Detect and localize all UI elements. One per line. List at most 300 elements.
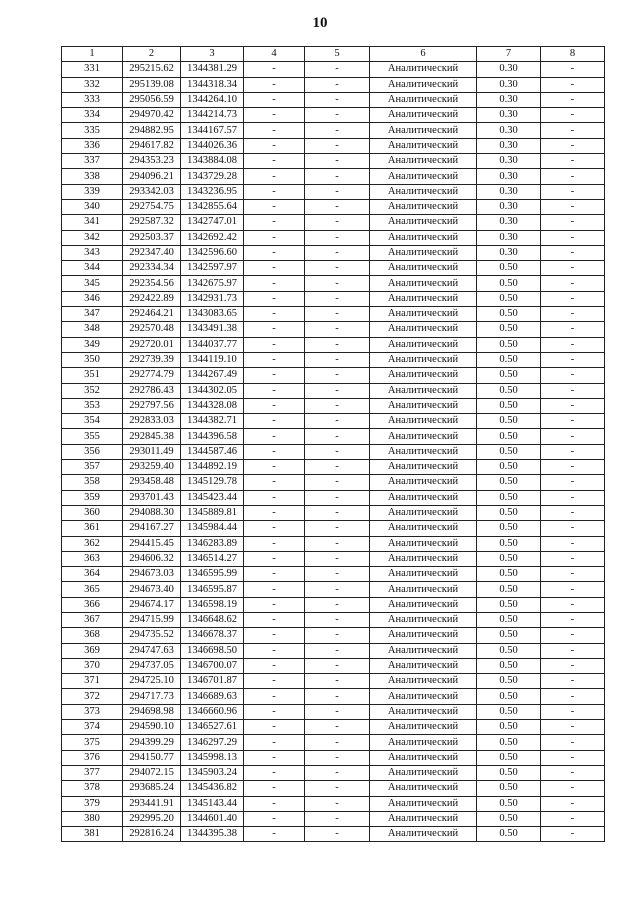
- y-coordinate: 1344267.49: [181, 368, 244, 383]
- col-8-value: -: [541, 184, 605, 199]
- col-4-value: -: [244, 261, 305, 276]
- col-8-value: -: [541, 169, 605, 184]
- table-row: [62, 383, 605, 398]
- col-5-value: -: [305, 154, 370, 169]
- x-coordinate: 292422.89: [123, 291, 181, 306]
- y-coordinate: 1346678.37: [181, 628, 244, 643]
- col-4-value: -: [244, 490, 305, 505]
- column-header: 1: [62, 47, 123, 62]
- point-number: 360: [62, 505, 123, 520]
- accuracy-value: 0.50: [477, 628, 541, 643]
- table-row: [62, 475, 605, 490]
- col-4-value: -: [244, 184, 305, 199]
- point-number: 350: [62, 352, 123, 367]
- x-coordinate: 294088.30: [123, 505, 181, 520]
- col-4-value: -: [244, 398, 305, 413]
- accuracy-value: 0.50: [477, 322, 541, 337]
- method-value: Аналитический: [370, 383, 477, 398]
- accuracy-value: 0.50: [477, 612, 541, 627]
- col-5-value: -: [305, 444, 370, 459]
- col-4-value: -: [244, 230, 305, 245]
- point-number: 362: [62, 536, 123, 551]
- col-5-value: -: [305, 123, 370, 138]
- page-number: 10: [312, 15, 328, 31]
- point-number: 369: [62, 643, 123, 658]
- x-coordinate: 294167.27: [123, 521, 181, 536]
- y-coordinate: 1344264.10: [181, 92, 244, 107]
- col-4-value: -: [244, 551, 305, 566]
- accuracy-value: 0.50: [477, 796, 541, 811]
- y-coordinate: 1342596.60: [181, 245, 244, 260]
- y-coordinate: 1342931.73: [181, 291, 244, 306]
- col-4-value: -: [244, 322, 305, 337]
- col-8-value: -: [541, 735, 605, 750]
- y-coordinate: 1344318.34: [181, 77, 244, 92]
- method-value: Аналитический: [370, 490, 477, 505]
- col-5-value: -: [305, 368, 370, 383]
- col-4-value: -: [244, 811, 305, 826]
- col-5-value: -: [305, 460, 370, 475]
- point-number: 344: [62, 261, 123, 276]
- method-value: Аналитический: [370, 505, 477, 520]
- y-coordinate: 1344026.36: [181, 138, 244, 153]
- method-value: Аналитический: [370, 674, 477, 689]
- col-5-value: -: [305, 169, 370, 184]
- col-5-value: -: [305, 521, 370, 536]
- x-coordinate: 294072.15: [123, 765, 181, 780]
- table-row: [62, 536, 605, 551]
- x-coordinate: 292816.24: [123, 827, 181, 842]
- y-coordinate: 1346701.87: [181, 674, 244, 689]
- col-4-value: -: [244, 291, 305, 306]
- column-header: 4: [244, 47, 305, 62]
- col-8-value: -: [541, 796, 605, 811]
- x-coordinate: 294715.99: [123, 612, 181, 627]
- col-4-value: -: [244, 475, 305, 490]
- table-row: [62, 429, 605, 444]
- point-number: 381: [62, 827, 123, 842]
- x-coordinate: 294617.82: [123, 138, 181, 153]
- col-4-value: -: [244, 414, 305, 429]
- col-8-value: -: [541, 628, 605, 643]
- method-value: Аналитический: [370, 628, 477, 643]
- table-row: [62, 735, 605, 750]
- col-5-value: -: [305, 567, 370, 582]
- col-5-value: -: [305, 429, 370, 444]
- col-4-value: -: [244, 781, 305, 796]
- x-coordinate: 295139.08: [123, 77, 181, 92]
- x-coordinate: 293259.40: [123, 460, 181, 475]
- table-row: [62, 307, 605, 322]
- col-8-value: -: [541, 398, 605, 413]
- method-value: Аналитический: [370, 582, 477, 597]
- col-4-value: -: [244, 169, 305, 184]
- y-coordinate: 1346660.96: [181, 704, 244, 719]
- point-number: 355: [62, 429, 123, 444]
- point-number: 348: [62, 322, 123, 337]
- x-coordinate: 294717.73: [123, 689, 181, 704]
- point-number: 338: [62, 169, 123, 184]
- col-8-value: -: [541, 414, 605, 429]
- x-coordinate: 294735.52: [123, 628, 181, 643]
- y-coordinate: 1342855.64: [181, 199, 244, 214]
- column-header: 7: [477, 47, 541, 62]
- x-coordinate: 292995.20: [123, 811, 181, 826]
- accuracy-value: 0.50: [477, 781, 541, 796]
- x-coordinate: 294970.42: [123, 108, 181, 123]
- y-coordinate: 1345143.44: [181, 796, 244, 811]
- x-coordinate: 294353.23: [123, 154, 181, 169]
- accuracy-value: 0.50: [477, 414, 541, 429]
- col-8-value: -: [541, 108, 605, 123]
- method-value: Аналитический: [370, 444, 477, 459]
- table-header-row: [62, 47, 605, 62]
- table-row: [62, 597, 605, 612]
- col-4-value: -: [244, 796, 305, 811]
- table-row: [62, 184, 605, 199]
- method-value: Аналитический: [370, 307, 477, 322]
- col-8-value: -: [541, 261, 605, 276]
- accuracy-value: 0.50: [477, 643, 541, 658]
- point-number: 336: [62, 138, 123, 153]
- col-8-value: -: [541, 77, 605, 92]
- point-number: 374: [62, 720, 123, 735]
- method-value: Аналитический: [370, 398, 477, 413]
- point-number: 375: [62, 735, 123, 750]
- col-8-value: -: [541, 460, 605, 475]
- y-coordinate: 1343884.08: [181, 154, 244, 169]
- x-coordinate: 294590.10: [123, 720, 181, 735]
- accuracy-value: 0.50: [477, 490, 541, 505]
- method-value: Аналитический: [370, 352, 477, 367]
- col-8-value: -: [541, 429, 605, 444]
- col-4-value: -: [244, 827, 305, 842]
- col-8-value: -: [541, 827, 605, 842]
- col-8-value: -: [541, 704, 605, 719]
- col-5-value: -: [305, 720, 370, 735]
- col-8-value: -: [541, 505, 605, 520]
- method-value: Аналитический: [370, 108, 477, 123]
- col-5-value: -: [305, 597, 370, 612]
- col-8-value: -: [541, 475, 605, 490]
- col-8-value: -: [541, 307, 605, 322]
- y-coordinate: 1344381.29: [181, 62, 244, 77]
- col-4-value: -: [244, 750, 305, 765]
- col-8-value: -: [541, 643, 605, 658]
- y-coordinate: 1346297.29: [181, 735, 244, 750]
- method-value: Аналитический: [370, 138, 477, 153]
- x-coordinate: 293011.49: [123, 444, 181, 459]
- y-coordinate: 1345436.82: [181, 781, 244, 796]
- y-coordinate: 1342675.97: [181, 276, 244, 291]
- point-number: 332: [62, 77, 123, 92]
- table-row: [62, 827, 605, 842]
- x-coordinate: 292833.03: [123, 414, 181, 429]
- y-coordinate: 1342597.97: [181, 261, 244, 276]
- y-coordinate: 1344892.19: [181, 460, 244, 475]
- accuracy-value: 0.50: [477, 352, 541, 367]
- table-row: [62, 796, 605, 811]
- x-coordinate: 292347.40: [123, 245, 181, 260]
- accuracy-value: 0.50: [477, 475, 541, 490]
- col-5-value: -: [305, 765, 370, 780]
- x-coordinate: 294737.05: [123, 658, 181, 673]
- col-4-value: -: [244, 368, 305, 383]
- y-coordinate: 1344395.38: [181, 827, 244, 842]
- col-8-value: -: [541, 811, 605, 826]
- col-8-value: -: [541, 765, 605, 780]
- col-8-value: -: [541, 352, 605, 367]
- col-4-value: -: [244, 444, 305, 459]
- table-row: [62, 811, 605, 826]
- col-5-value: -: [305, 490, 370, 505]
- accuracy-value: 0.30: [477, 77, 541, 92]
- col-5-value: -: [305, 77, 370, 92]
- col-8-value: -: [541, 597, 605, 612]
- accuracy-value: 0.50: [477, 337, 541, 352]
- col-5-value: -: [305, 276, 370, 291]
- point-number: 342: [62, 230, 123, 245]
- accuracy-value: 0.50: [477, 811, 541, 826]
- col-5-value: -: [305, 337, 370, 352]
- accuracy-value: 0.30: [477, 138, 541, 153]
- x-coordinate: 294399.29: [123, 735, 181, 750]
- col-4-value: -: [244, 215, 305, 230]
- method-value: Аналитический: [370, 215, 477, 230]
- table-row: [62, 674, 605, 689]
- point-number: 335: [62, 123, 123, 138]
- y-coordinate: 1344601.40: [181, 811, 244, 826]
- col-8-value: -: [541, 582, 605, 597]
- y-coordinate: 1345903.24: [181, 765, 244, 780]
- col-8-value: -: [541, 154, 605, 169]
- table-row: [62, 643, 605, 658]
- col-4-value: -: [244, 245, 305, 260]
- method-value: Аналитический: [370, 689, 477, 704]
- col-5-value: -: [305, 551, 370, 566]
- x-coordinate: 294674.17: [123, 597, 181, 612]
- method-value: Аналитический: [370, 368, 477, 383]
- point-number: 358: [62, 475, 123, 490]
- accuracy-value: 0.50: [477, 750, 541, 765]
- col-8-value: -: [541, 383, 605, 398]
- accuracy-value: 0.50: [477, 521, 541, 536]
- col-5-value: -: [305, 138, 370, 153]
- y-coordinate: 1346698.50: [181, 643, 244, 658]
- accuracy-value: 0.50: [477, 291, 541, 306]
- col-4-value: -: [244, 62, 305, 77]
- point-number: 370: [62, 658, 123, 673]
- point-number: 373: [62, 704, 123, 719]
- method-value: Аналитический: [370, 643, 477, 658]
- col-5-value: -: [305, 414, 370, 429]
- y-coordinate: 1345129.78: [181, 475, 244, 490]
- point-number: 371: [62, 674, 123, 689]
- x-coordinate: 294606.32: [123, 551, 181, 566]
- method-value: Аналитический: [370, 658, 477, 673]
- table-row: [62, 215, 605, 230]
- column-header: 6: [370, 47, 477, 62]
- point-number: 343: [62, 245, 123, 260]
- point-number: 372: [62, 689, 123, 704]
- point-number: 354: [62, 414, 123, 429]
- col-8-value: -: [541, 215, 605, 230]
- coordinates-table: [61, 46, 605, 842]
- table-row: [62, 261, 605, 276]
- y-coordinate: 1345998.13: [181, 750, 244, 765]
- accuracy-value: 0.50: [477, 720, 541, 735]
- table-row: [62, 582, 605, 597]
- table-row: [62, 92, 605, 107]
- col-8-value: -: [541, 444, 605, 459]
- x-coordinate: 294673.03: [123, 567, 181, 582]
- table-row: [62, 612, 605, 627]
- method-value: Аналитический: [370, 123, 477, 138]
- x-coordinate: 294150.77: [123, 750, 181, 765]
- column-header: 5: [305, 47, 370, 62]
- x-coordinate: 293441.91: [123, 796, 181, 811]
- accuracy-value: 0.50: [477, 674, 541, 689]
- y-coordinate: 1345423.44: [181, 490, 244, 505]
- accuracy-value: 0.50: [477, 398, 541, 413]
- col-4-value: -: [244, 337, 305, 352]
- x-coordinate: 294096.21: [123, 169, 181, 184]
- accuracy-value: 0.50: [477, 261, 541, 276]
- point-number: 357: [62, 460, 123, 475]
- col-4-value: -: [244, 735, 305, 750]
- col-5-value: -: [305, 62, 370, 77]
- table-row: [62, 108, 605, 123]
- col-4-value: -: [244, 138, 305, 153]
- accuracy-value: 0.50: [477, 551, 541, 566]
- col-4-value: -: [244, 108, 305, 123]
- x-coordinate: 292774.79: [123, 368, 181, 383]
- table-row: [62, 658, 605, 673]
- point-number: 363: [62, 551, 123, 566]
- method-value: Аналитический: [370, 704, 477, 719]
- col-5-value: -: [305, 230, 370, 245]
- method-value: Аналитический: [370, 551, 477, 566]
- table-row: [62, 765, 605, 780]
- accuracy-value: 0.30: [477, 154, 541, 169]
- point-number: 333: [62, 92, 123, 107]
- col-4-value: -: [244, 704, 305, 719]
- col-8-value: -: [541, 276, 605, 291]
- col-4-value: -: [244, 643, 305, 658]
- col-8-value: -: [541, 62, 605, 77]
- col-4-value: -: [244, 536, 305, 551]
- col-4-value: -: [244, 612, 305, 627]
- col-8-value: -: [541, 658, 605, 673]
- col-4-value: -: [244, 123, 305, 138]
- x-coordinate: 293342.03: [123, 184, 181, 199]
- point-number: 356: [62, 444, 123, 459]
- col-8-value: -: [541, 245, 605, 260]
- y-coordinate: 1343729.28: [181, 169, 244, 184]
- accuracy-value: 0.50: [477, 765, 541, 780]
- y-coordinate: 1345889.81: [181, 505, 244, 520]
- col-4-value: -: [244, 674, 305, 689]
- col-5-value: -: [305, 398, 370, 413]
- table-row: [62, 720, 605, 735]
- x-coordinate: 292354.56: [123, 276, 181, 291]
- table-row: [62, 704, 605, 719]
- table-row: [62, 123, 605, 138]
- col-4-value: -: [244, 154, 305, 169]
- table-row: [62, 62, 605, 77]
- x-coordinate: 294725.10: [123, 674, 181, 689]
- accuracy-value: 0.30: [477, 62, 541, 77]
- point-number: 377: [62, 765, 123, 780]
- col-4-value: -: [244, 352, 305, 367]
- y-coordinate: 1343236.95: [181, 184, 244, 199]
- accuracy-value: 0.50: [477, 429, 541, 444]
- method-value: Аналитический: [370, 827, 477, 842]
- accuracy-value: 0.50: [477, 383, 541, 398]
- col-5-value: -: [305, 704, 370, 719]
- table-row: [62, 230, 605, 245]
- x-coordinate: 292754.75: [123, 199, 181, 214]
- table-row: [62, 154, 605, 169]
- col-4-value: -: [244, 582, 305, 597]
- table-row: [62, 368, 605, 383]
- accuracy-value: 0.50: [477, 505, 541, 520]
- y-coordinate: 1346595.87: [181, 582, 244, 597]
- accuracy-value: 0.50: [477, 444, 541, 459]
- col-4-value: -: [244, 720, 305, 735]
- y-coordinate: 1345984.44: [181, 521, 244, 536]
- accuracy-value: 0.30: [477, 169, 541, 184]
- point-number: 339: [62, 184, 123, 199]
- col-8-value: -: [541, 337, 605, 352]
- col-5-value: -: [305, 199, 370, 214]
- col-5-value: -: [305, 475, 370, 490]
- point-number: 337: [62, 154, 123, 169]
- y-coordinate: 1344037.77: [181, 337, 244, 352]
- accuracy-value: 0.30: [477, 123, 541, 138]
- col-5-value: -: [305, 291, 370, 306]
- col-5-value: -: [305, 811, 370, 826]
- table-row: [62, 567, 605, 582]
- y-coordinate: 1346527.61: [181, 720, 244, 735]
- x-coordinate: 292503.37: [123, 230, 181, 245]
- y-coordinate: 1344396.58: [181, 429, 244, 444]
- table-row: [62, 398, 605, 413]
- x-coordinate: 292845.38: [123, 429, 181, 444]
- x-coordinate: 292464.21: [123, 307, 181, 322]
- point-number: 341: [62, 215, 123, 230]
- col-4-value: -: [244, 429, 305, 444]
- accuracy-value: 0.50: [477, 582, 541, 597]
- col-5-value: -: [305, 92, 370, 107]
- col-8-value: -: [541, 689, 605, 704]
- method-value: Аналитический: [370, 245, 477, 260]
- method-value: Аналитический: [370, 322, 477, 337]
- x-coordinate: 292570.48: [123, 322, 181, 337]
- x-coordinate: 293701.43: [123, 490, 181, 505]
- table-row: [62, 490, 605, 505]
- x-coordinate: 293458.48: [123, 475, 181, 490]
- col-8-value: -: [541, 521, 605, 536]
- y-coordinate: 1344302.05: [181, 383, 244, 398]
- method-value: Аналитический: [370, 429, 477, 444]
- col-8-value: -: [541, 291, 605, 306]
- table-row: [62, 291, 605, 306]
- table-row: [62, 77, 605, 92]
- point-number: 378: [62, 781, 123, 796]
- point-number: 361: [62, 521, 123, 536]
- y-coordinate: 1346595.99: [181, 567, 244, 582]
